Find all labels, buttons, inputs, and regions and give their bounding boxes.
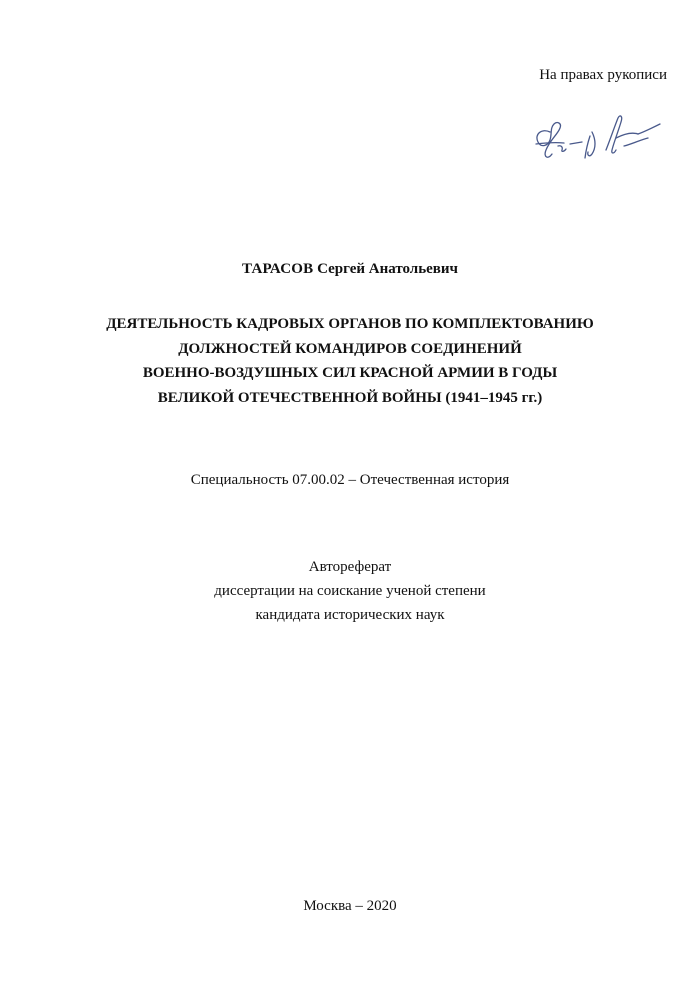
signature-icon bbox=[528, 110, 668, 172]
abstract-line: кандидата исторических наук bbox=[255, 607, 445, 623]
dissertation-title bbox=[0, 312, 700, 410]
specialty: Специальность 07.00.02 – Отечественная история bbox=[190, 472, 510, 488]
abstract-description bbox=[0, 555, 700, 627]
title-line: ДОЛЖНОСТЕЙ КОМАНДИРОВ СОЕДИНЕНИЙ bbox=[178, 340, 522, 357]
city-year: Москва – 2020 bbox=[303, 898, 397, 914]
title-line: ВЕЛИКОЙ ОТЕЧЕСТВЕННОЙ ВОЙНЫ (1941–1945 гг.) bbox=[157, 389, 543, 406]
rights-note: На правах рукописи bbox=[539, 67, 667, 83]
title-line: ВОЕННО-ВОЗДУШНЫХ СИЛ КРАСНОЙ АРМИИ В ГОДЫ bbox=[142, 365, 558, 381]
title-line: ДЕЯТЕЛЬНОСТЬ КАДРОВЫХ ОРГАНОВ ПО КОМПЛЕКТОВАНИЮ bbox=[106, 316, 594, 332]
author-name bbox=[0, 260, 700, 278]
author-surname: ТАРАСОВ bbox=[241, 261, 314, 277]
author-given-names: Сергей Анатольевич bbox=[317, 261, 459, 277]
abstract-line: Автореферат bbox=[308, 559, 392, 575]
abstract-line: диссертации на соискание ученой степени bbox=[214, 583, 486, 599]
